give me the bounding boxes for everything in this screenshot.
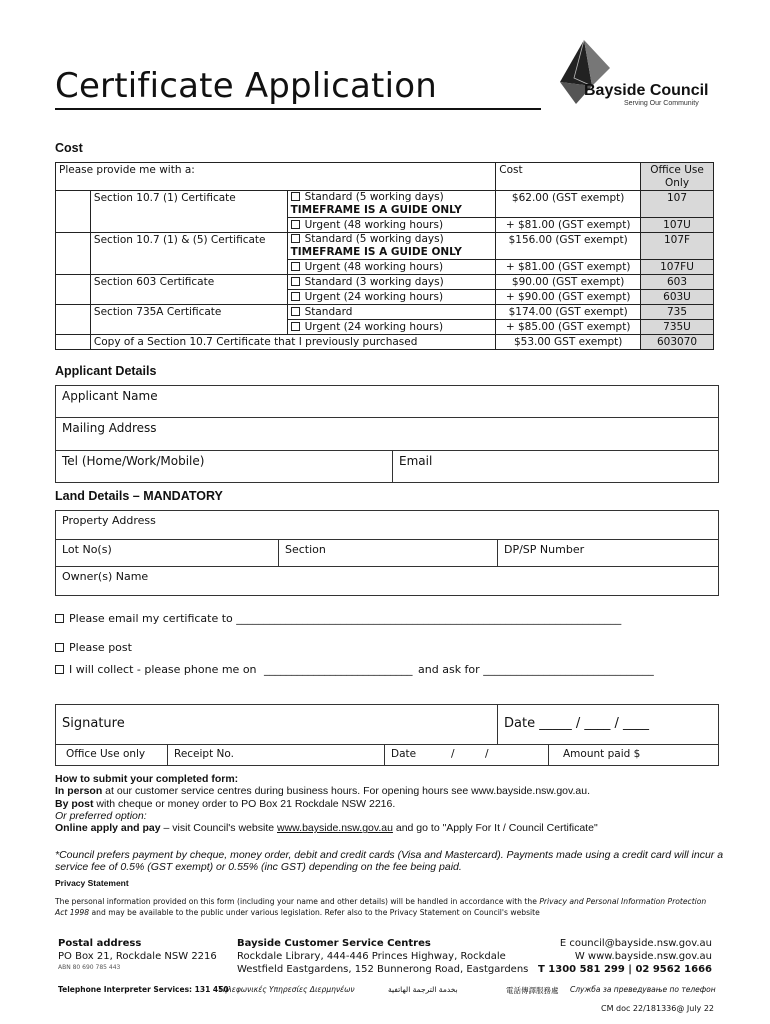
privacy-text-b: and may be available to the public under various legislation. Refer also to the Privacy Statement on Council's website bbox=[89, 908, 540, 917]
office-code: 735U bbox=[641, 320, 714, 335]
option-cell bbox=[287, 218, 496, 233]
signature-date-field[interactable] bbox=[497, 704, 719, 745]
option-cell bbox=[287, 260, 496, 275]
howto-preferred: Or preferred option: bbox=[55, 809, 147, 822]
cert-name: Section 10.7 (1) & (5) Certificate bbox=[90, 233, 287, 275]
signature-label: Signature bbox=[62, 716, 125, 731]
section-label: Section bbox=[285, 543, 326, 556]
post-option bbox=[55, 641, 132, 654]
timeframe-note: TIMEFRAME IS A GUIDE ONLY bbox=[290, 246, 462, 258]
option-label: Standard bbox=[304, 306, 353, 318]
email-option bbox=[55, 612, 621, 625]
amount-paid-cell[interactable] bbox=[548, 744, 719, 766]
by-post-text: with cheque or money order to PO Box 21 Rockdale NSW 2216. bbox=[93, 797, 396, 810]
cost-value: $90.00 (GST exempt) bbox=[496, 275, 641, 290]
centre-rockdale: Rockdale Library, 444-446 Princes Highway, Rockdale bbox=[237, 951, 506, 962]
lot-field[interactable] bbox=[55, 539, 279, 567]
col-provide-header: Please provide me with a: bbox=[56, 163, 496, 191]
urgent-checkbox[interactable] bbox=[291, 220, 300, 229]
row-spacer bbox=[56, 191, 91, 233]
section-field[interactable] bbox=[278, 539, 498, 567]
office-code: 735 bbox=[641, 305, 714, 320]
email-label: Email bbox=[399, 454, 433, 468]
date-slash: / bbox=[485, 748, 489, 760]
brand-tagline: Serving Our Community bbox=[624, 100, 699, 107]
office-date-cell[interactable] bbox=[384, 744, 549, 766]
interpreter-macedonian: Служба за преведување по телефон bbox=[570, 985, 716, 994]
office-code: 603U bbox=[641, 290, 714, 305]
option-cell bbox=[287, 233, 496, 260]
urgent-checkbox[interactable] bbox=[291, 292, 300, 301]
row-spacer bbox=[56, 335, 91, 350]
howto-in-person bbox=[55, 785, 725, 797]
phone-blank[interactable]: ___________________________ bbox=[264, 663, 413, 676]
cost-value: + $90.00 (GST exempt) bbox=[496, 290, 641, 305]
land-heading: Land Details – MANDATORY bbox=[55, 489, 223, 503]
cert-name: Section 10.7 (1) Certificate bbox=[90, 191, 287, 233]
privacy-text bbox=[55, 896, 720, 918]
option-label: Standard (3 working days) bbox=[304, 276, 444, 288]
centres-heading: Bayside Customer Service Centres bbox=[237, 938, 431, 949]
cost-value: $62.00 (GST exempt) bbox=[496, 191, 641, 218]
post-checkbox[interactable] bbox=[55, 643, 64, 652]
option-cell bbox=[287, 305, 496, 320]
receipt-cell[interactable] bbox=[167, 744, 385, 766]
centres-block bbox=[237, 937, 528, 976]
copy-cert-name: Copy of a Section 10.7 Certificate that I previously purchased bbox=[90, 335, 495, 350]
email-option-label: Please email my certificate to ______________________________________________________________________ bbox=[69, 612, 622, 625]
signature-field[interactable] bbox=[55, 704, 498, 745]
privacy-text-a: The personal information provided on this form (including your name and other details) will be handled in accordance with the bbox=[55, 897, 540, 906]
online-label: Online apply and pay bbox=[55, 822, 161, 835]
tel-field[interactable] bbox=[55, 450, 393, 483]
receipt-label: Receipt No. bbox=[174, 748, 234, 760]
doc-reference: CM doc 22/181336@ July 22 bbox=[600, 1004, 714, 1013]
howto-by-post bbox=[55, 798, 725, 810]
signature-date-label: Date _____ / ____ / ____ bbox=[504, 716, 649, 731]
option-label: Urgent (48 working hours) bbox=[304, 219, 444, 231]
cost-value: + $81.00 (GST exempt) bbox=[496, 218, 641, 233]
cost-heading: Cost bbox=[55, 141, 83, 155]
row-spacer bbox=[56, 275, 91, 305]
ask-for-blank[interactable]: _______________________________ bbox=[483, 663, 654, 676]
howto-online bbox=[55, 822, 725, 834]
cert-name: Section 735A Certificate bbox=[90, 305, 287, 335]
brand-name: Bayside Council bbox=[584, 82, 709, 99]
urgent-checkbox[interactable] bbox=[291, 262, 300, 271]
cost-table bbox=[55, 162, 714, 350]
dpsp-label: DP/SP Number bbox=[504, 543, 585, 556]
by-post-label: By post bbox=[55, 797, 94, 810]
dpsp-field[interactable] bbox=[497, 539, 719, 567]
office-code: 107 bbox=[641, 191, 714, 218]
email-checkbox[interactable] bbox=[55, 614, 64, 623]
standard-checkbox[interactable] bbox=[291, 234, 300, 243]
office-code: 107FU bbox=[641, 260, 714, 275]
applicant-name-label: Applicant Name bbox=[62, 389, 158, 403]
date-slash: / bbox=[451, 748, 455, 760]
cost-value: $156.00 (GST exempt) bbox=[496, 233, 641, 260]
owner-name-field[interactable] bbox=[55, 566, 719, 596]
applicant-heading: Applicant Details bbox=[55, 364, 157, 378]
office-code: 603070 bbox=[641, 335, 714, 350]
property-address-field[interactable] bbox=[55, 510, 719, 540]
col-office-header: Office Use Only bbox=[641, 163, 714, 191]
lot-label: Lot No(s) bbox=[62, 543, 112, 556]
interpreter-greek: Τηλεφωνικές Υπηρεσίες Διερμηνέων bbox=[218, 985, 355, 994]
option-label: Standard (5 working days) bbox=[304, 233, 444, 245]
abn: ABN 80 690 785 443 bbox=[58, 964, 121, 971]
privacy-act-name: Privacy and Personal Information Protection Act 1998 bbox=[55, 897, 707, 917]
online-text: – visit Council's website bbox=[160, 822, 277, 835]
office-code: 107F bbox=[641, 233, 714, 260]
applicant-name-field[interactable] bbox=[55, 385, 719, 418]
office-code: 107U bbox=[641, 218, 714, 233]
option-label: Urgent (24 working hours) bbox=[304, 321, 444, 333]
interpreter-line bbox=[58, 985, 718, 994]
option-cell bbox=[287, 320, 496, 335]
option-cell bbox=[287, 191, 496, 218]
email-field[interactable] bbox=[392, 450, 719, 483]
page-title: Certificate Application bbox=[55, 66, 437, 106]
postal-block bbox=[58, 937, 217, 972]
mailing-address-field[interactable] bbox=[55, 417, 719, 451]
cert-name: Section 603 Certificate bbox=[90, 275, 287, 305]
cost-value: + $85.00 (GST exempt) bbox=[496, 320, 641, 335]
ask-for-label: and ask for bbox=[418, 663, 480, 676]
cost-value: + $81.00 (GST exempt) bbox=[496, 260, 641, 275]
collect-option bbox=[55, 663, 654, 676]
contact-web[interactable]: W www.bayside.nsw.gov.au bbox=[574, 951, 712, 962]
title-underline bbox=[55, 108, 541, 110]
cost-value: $53.00 GST exempt) bbox=[496, 335, 641, 350]
property-address-label: Property Address bbox=[62, 514, 156, 527]
option-cell bbox=[287, 275, 496, 290]
owner-name-label: Owner(s) Name bbox=[62, 570, 149, 583]
timeframe-note: TIMEFRAME IS A GUIDE ONLY bbox=[290, 204, 462, 216]
urgent-checkbox[interactable] bbox=[291, 322, 300, 331]
cost-value: $174.00 (GST exempt) bbox=[496, 305, 641, 320]
office-use-label: Office Use only bbox=[66, 748, 146, 760]
contact-block bbox=[530, 937, 712, 976]
website-link[interactable]: www.bayside.nsw.gov.au bbox=[277, 822, 393, 835]
interpreter-chinese: 電話傳譯服務處 bbox=[506, 986, 559, 995]
collect-checkbox[interactable] bbox=[55, 665, 64, 674]
privacy-heading: Privacy Statement bbox=[55, 878, 129, 888]
col-cost-header: Cost bbox=[496, 163, 641, 191]
postal-address: PO Box 21, Rockdale NSW 2216 bbox=[58, 951, 217, 962]
collect-option-label: I will collect - please phone me on bbox=[69, 663, 257, 676]
office-use-cell bbox=[55, 744, 168, 766]
office-code: 603 bbox=[641, 275, 714, 290]
howto-heading: How to submit your completed form: bbox=[55, 773, 239, 785]
interpreter-label: Telephone Interpreter Services: 131 450 bbox=[58, 985, 229, 994]
row-spacer bbox=[56, 233, 91, 275]
centre-eastgardens: Westfield Eastgardens, 152 Bunnerong Road, Eastgardens bbox=[237, 964, 529, 975]
payment-note: *Council prefers payment by cheque, money order, debit and credit cards (Visa and Mastercard). Payments made using a credit card will incur a service fee of 0.5% (GST exempt) or 0.55% (inc GST) depending on the fee being paid. bbox=[55, 849, 724, 873]
contact-email[interactable]: E council@bayside.nsw.gov.au bbox=[559, 938, 712, 949]
standard-checkbox[interactable] bbox=[291, 307, 300, 316]
online-text-end: and go to "Apply For It / Council Certificate" bbox=[392, 822, 598, 835]
postal-heading: Postal address bbox=[58, 938, 142, 949]
option-label: Urgent (48 working hours) bbox=[304, 261, 444, 273]
standard-checkbox[interactable] bbox=[291, 192, 300, 201]
post-option-label: Please post bbox=[69, 641, 132, 654]
amount-paid-label: Amount paid $ bbox=[563, 748, 641, 760]
standard-checkbox[interactable] bbox=[291, 277, 300, 286]
interpreter-arabic: بخدمة الترجمة الهاتفية bbox=[388, 985, 458, 994]
tel-label: Tel (Home/Work/Mobile) bbox=[62, 454, 205, 468]
contact-phone: T 1300 581 299 | 02 9562 1666 bbox=[537, 964, 712, 975]
option-label: Standard (5 working days) bbox=[304, 191, 444, 203]
howto-block bbox=[55, 773, 725, 834]
option-cell bbox=[287, 290, 496, 305]
mailing-address-label: Mailing Address bbox=[62, 421, 157, 435]
office-date-label: Date bbox=[391, 748, 417, 760]
row-spacer bbox=[56, 305, 91, 335]
option-label: Urgent (24 working hours) bbox=[304, 291, 444, 303]
in-person-label: In person bbox=[55, 785, 103, 798]
in-person-text: at our customer service centres during business hours. For opening hours see www.bayside.nsw.gov.au. bbox=[102, 785, 590, 798]
